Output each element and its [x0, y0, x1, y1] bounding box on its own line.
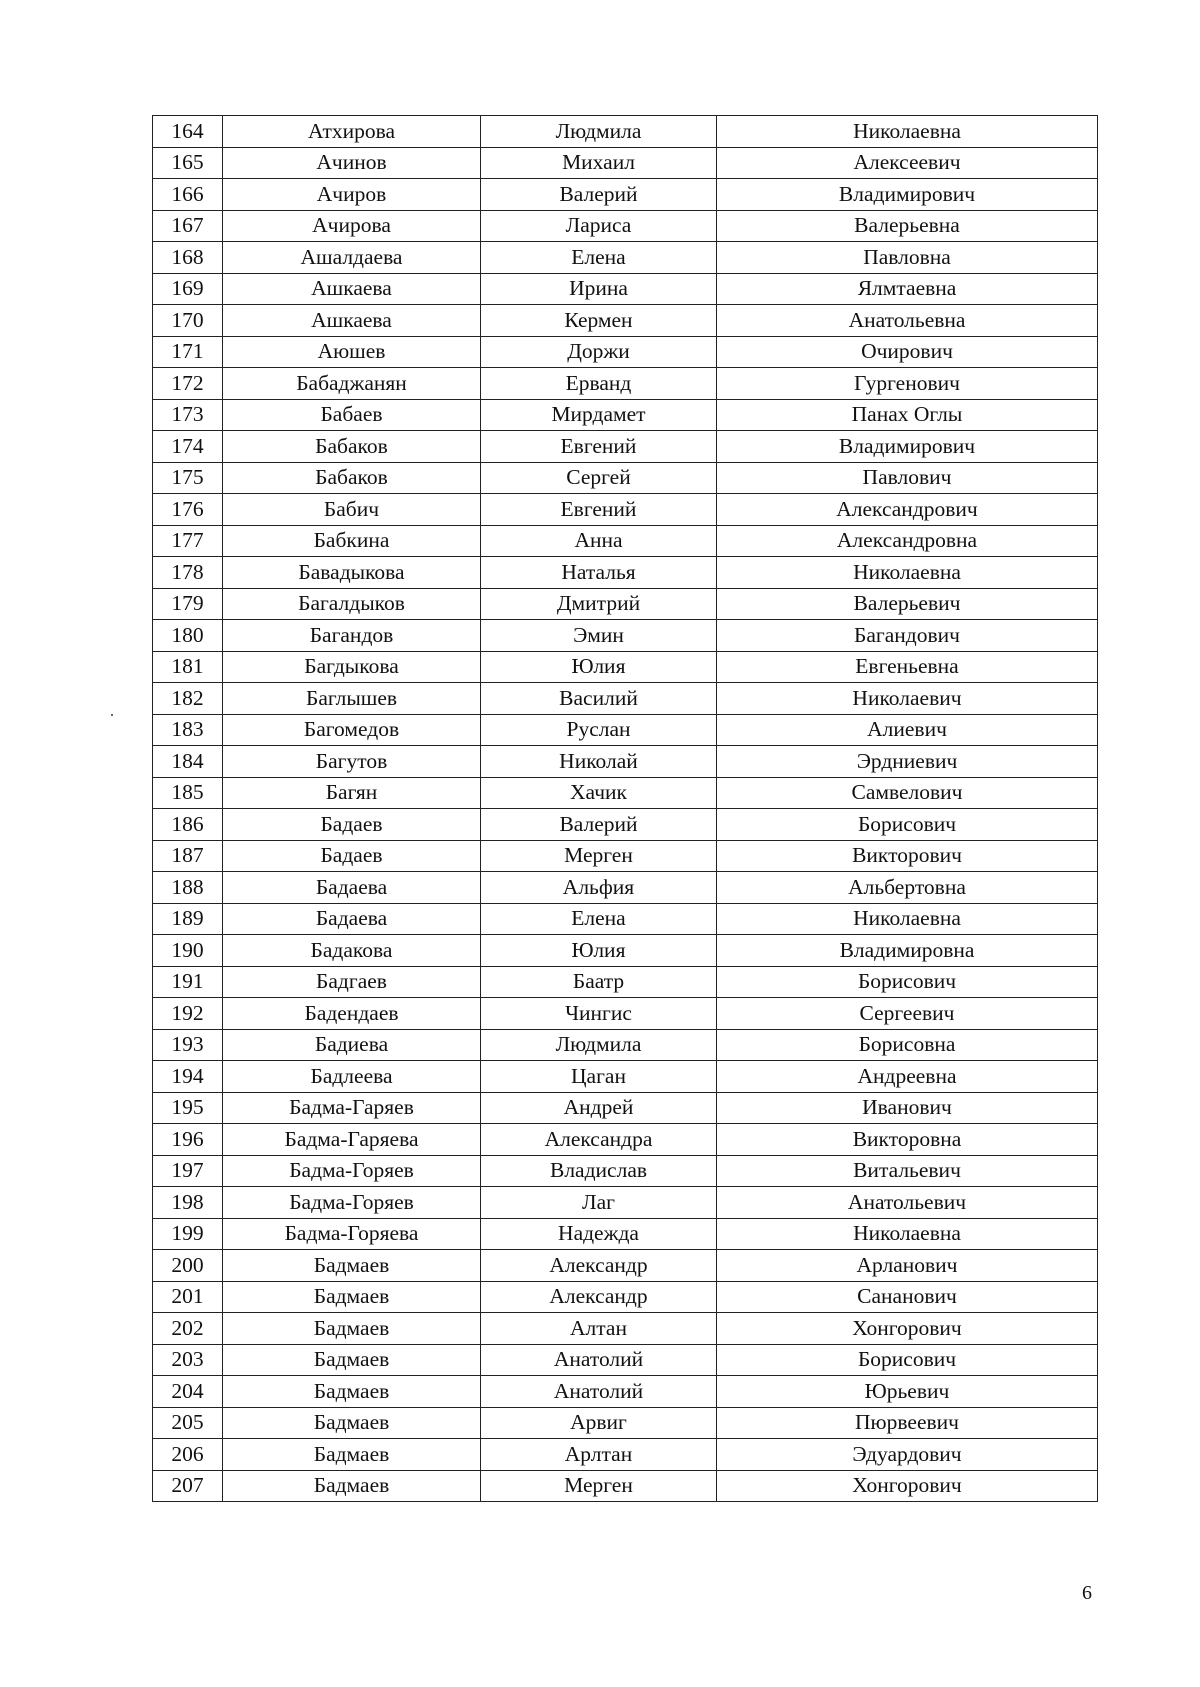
table-row — [153, 998, 1098, 1030]
row-number-cell: 206 — [153, 1439, 223, 1471]
row-number-cell: 169 — [153, 273, 223, 305]
surname-cell: Бадаев — [223, 809, 481, 841]
first-name-cell: Доржи — [481, 336, 717, 368]
surname-cell: Ачиров — [223, 179, 481, 211]
first-name-cell: Лариса — [481, 210, 717, 242]
row-number-cell: 186 — [153, 809, 223, 841]
patronymic-cell: Николаевна — [717, 557, 1098, 589]
surname-cell: Бабич — [223, 494, 481, 526]
surname-cell: Бадмаев — [223, 1439, 481, 1471]
row-number-cell: 194 — [153, 1061, 223, 1093]
first-name-cell: Ерванд — [481, 368, 717, 400]
surname-cell: Бадаева — [223, 872, 481, 904]
patronymic-cell: Алиевич — [717, 714, 1098, 746]
table-row — [153, 305, 1098, 337]
first-name-cell: Евгений — [481, 494, 717, 526]
surname-cell: Бабаков — [223, 431, 481, 463]
first-name-cell: Людмила — [481, 1029, 717, 1061]
row-number-cell: 177 — [153, 525, 223, 557]
table-row — [153, 840, 1098, 872]
patronymic-cell: Самвелович — [717, 777, 1098, 809]
patronymic-cell: Александровна — [717, 525, 1098, 557]
table-row — [153, 651, 1098, 683]
surname-cell: Бабкина — [223, 525, 481, 557]
row-number-cell: 178 — [153, 557, 223, 589]
table-row — [153, 147, 1098, 179]
first-name-cell: Цаган — [481, 1061, 717, 1093]
patronymic-cell: Альбертовна — [717, 872, 1098, 904]
first-name-cell: Елена — [481, 242, 717, 274]
surname-cell: Бадмаев — [223, 1281, 481, 1313]
table-row — [153, 1439, 1098, 1471]
patronymic-cell: Валерьевич — [717, 588, 1098, 620]
row-number-cell: 201 — [153, 1281, 223, 1313]
surname-cell: Бадмаев — [223, 1250, 481, 1282]
table-row — [153, 210, 1098, 242]
table-row — [153, 1218, 1098, 1250]
surname-cell: Атхирова — [223, 116, 481, 148]
row-number-cell: 189 — [153, 903, 223, 935]
row-number-cell: 195 — [153, 1092, 223, 1124]
table-row — [153, 1470, 1098, 1502]
row-number-cell: 183 — [153, 714, 223, 746]
row-number-cell: 205 — [153, 1407, 223, 1439]
patronymic-cell: Ялмтаевна — [717, 273, 1098, 305]
patronymic-cell: Борисович — [717, 1344, 1098, 1376]
surname-cell: Бадма-Гаряев — [223, 1092, 481, 1124]
row-number-cell: 167 — [153, 210, 223, 242]
first-name-cell: Альфия — [481, 872, 717, 904]
patronymic-cell: Анатольевна — [717, 305, 1098, 337]
surname-cell: Бадмаев — [223, 1407, 481, 1439]
patronymic-cell: Николаевна — [717, 116, 1098, 148]
row-number-cell: 175 — [153, 462, 223, 494]
first-name-cell: Николай — [481, 746, 717, 778]
patronymic-cell: Арланович — [717, 1250, 1098, 1282]
page-number: 6 — [1082, 1582, 1092, 1604]
table-row — [153, 1092, 1098, 1124]
table-row — [153, 525, 1098, 557]
surname-cell: Бадгаев — [223, 966, 481, 998]
table-row — [153, 368, 1098, 400]
surname-cell: Багандов — [223, 620, 481, 652]
first-name-cell: Василий — [481, 683, 717, 715]
patronymic-cell: Витальевич — [717, 1155, 1098, 1187]
patronymic-cell: Борисович — [717, 809, 1098, 841]
first-name-cell: Анатолий — [481, 1376, 717, 1408]
patronymic-cell: Владимирович — [717, 431, 1098, 463]
row-number-cell: 202 — [153, 1313, 223, 1345]
surname-cell: Ачирова — [223, 210, 481, 242]
row-number-cell: 200 — [153, 1250, 223, 1282]
surname-cell: Багалдыков — [223, 588, 481, 620]
surname-cell: Бадакова — [223, 935, 481, 967]
row-number-cell: 197 — [153, 1155, 223, 1187]
row-number-cell: 166 — [153, 179, 223, 211]
first-name-cell: Баатр — [481, 966, 717, 998]
table-row — [153, 273, 1098, 305]
first-name-cell: Хачик — [481, 777, 717, 809]
first-name-cell: Юлия — [481, 935, 717, 967]
first-name-cell: Арвиг — [481, 1407, 717, 1439]
surname-cell: Бадаева — [223, 903, 481, 935]
patronymic-cell: Иванович — [717, 1092, 1098, 1124]
surname-cell: Ачинов — [223, 147, 481, 179]
table-row — [153, 1061, 1098, 1093]
table-row — [153, 714, 1098, 746]
first-name-cell: Александра — [481, 1124, 717, 1156]
surname-cell: Бадмаев — [223, 1376, 481, 1408]
first-name-cell: Дмитрий — [481, 588, 717, 620]
row-number-cell: 190 — [153, 935, 223, 967]
patronymic-cell: Борисович — [717, 966, 1098, 998]
surname-cell: Бабаджанян — [223, 368, 481, 400]
table-row — [153, 903, 1098, 935]
table-row — [153, 1344, 1098, 1376]
first-name-cell: Анатолий — [481, 1344, 717, 1376]
table-row — [153, 116, 1098, 148]
table-row — [153, 1155, 1098, 1187]
surname-cell: Баглышев — [223, 683, 481, 715]
patronymic-cell: Юрьевич — [717, 1376, 1098, 1408]
table-row — [153, 1124, 1098, 1156]
table-row — [153, 935, 1098, 967]
row-number-cell: 176 — [153, 494, 223, 526]
table-row — [153, 494, 1098, 526]
table-row — [153, 336, 1098, 368]
surname-cell: Бадма-Горяева — [223, 1218, 481, 1250]
first-name-cell: Мерген — [481, 840, 717, 872]
table-row — [153, 683, 1098, 715]
first-name-cell: Чингис — [481, 998, 717, 1030]
patronymic-cell: Сергеевич — [717, 998, 1098, 1030]
patronymic-cell: Викторович — [717, 840, 1098, 872]
scan-speck — [111, 714, 113, 716]
surname-cell: Багомедов — [223, 714, 481, 746]
patronymic-cell: Николаевна — [717, 1218, 1098, 1250]
row-number-cell: 184 — [153, 746, 223, 778]
row-number-cell: 165 — [153, 147, 223, 179]
table-row — [153, 620, 1098, 652]
row-number-cell: 180 — [153, 620, 223, 652]
row-number-cell: 199 — [153, 1218, 223, 1250]
surname-cell: Багутов — [223, 746, 481, 778]
surname-cell: Бадмаев — [223, 1344, 481, 1376]
surname-cell: Бадмаев — [223, 1470, 481, 1502]
first-name-cell: Анна — [481, 525, 717, 557]
surname-cell: Бабаков — [223, 462, 481, 494]
surname-cell: Ашалдаева — [223, 242, 481, 274]
patronymic-cell: Алексеевич — [717, 147, 1098, 179]
patronymic-cell: Викторовна — [717, 1124, 1098, 1156]
surname-cell: Бадиева — [223, 1029, 481, 1061]
table-row — [153, 1187, 1098, 1219]
table-row — [153, 1281, 1098, 1313]
row-number-cell: 174 — [153, 431, 223, 463]
table-row — [153, 588, 1098, 620]
table-row — [153, 431, 1098, 463]
patronymic-cell: Пюрвеевич — [717, 1407, 1098, 1439]
surname-cell: Бавадыкова — [223, 557, 481, 589]
surname-cell: Ашкаева — [223, 305, 481, 337]
first-name-cell: Эмин — [481, 620, 717, 652]
surname-cell: Багдыкова — [223, 651, 481, 683]
patronymic-cell: Владимирович — [717, 179, 1098, 211]
surname-cell: Бадма-Гаряева — [223, 1124, 481, 1156]
row-number-cell: 179 — [153, 588, 223, 620]
patronymic-cell: Павлович — [717, 462, 1098, 494]
first-name-cell: Михаил — [481, 147, 717, 179]
patronymic-cell: Хонгорович — [717, 1470, 1098, 1502]
row-number-cell: 164 — [153, 116, 223, 148]
surname-cell: Багян — [223, 777, 481, 809]
first-name-cell: Юлия — [481, 651, 717, 683]
row-number-cell: 188 — [153, 872, 223, 904]
patronymic-cell: Панах Оглы — [717, 399, 1098, 431]
first-name-cell: Людмила — [481, 116, 717, 148]
first-name-cell: Мирдамет — [481, 399, 717, 431]
row-number-cell: 170 — [153, 305, 223, 337]
first-name-cell: Александр — [481, 1250, 717, 1282]
roster-table — [152, 115, 1098, 1502]
table-row — [153, 746, 1098, 778]
first-name-cell: Евгений — [481, 431, 717, 463]
row-number-cell: 181 — [153, 651, 223, 683]
first-name-cell: Руслан — [481, 714, 717, 746]
surname-cell: Бадлеева — [223, 1061, 481, 1093]
row-number-cell: 203 — [153, 1344, 223, 1376]
table-row — [153, 1376, 1098, 1408]
first-name-cell: Владислав — [481, 1155, 717, 1187]
surname-cell: Бадма-Горяев — [223, 1187, 481, 1219]
patronymic-cell: Валерьевна — [717, 210, 1098, 242]
patronymic-cell: Очирович — [717, 336, 1098, 368]
table-row — [153, 399, 1098, 431]
surname-cell: Бадаев — [223, 840, 481, 872]
patronymic-cell: Эдуардович — [717, 1439, 1098, 1471]
first-name-cell: Алтан — [481, 1313, 717, 1345]
row-number-cell: 192 — [153, 998, 223, 1030]
first-name-cell: Елена — [481, 903, 717, 935]
row-number-cell: 185 — [153, 777, 223, 809]
row-number-cell: 198 — [153, 1187, 223, 1219]
patronymic-cell: Сананович — [717, 1281, 1098, 1313]
patronymic-cell: Владимировна — [717, 935, 1098, 967]
patronymic-cell: Эрдниевич — [717, 746, 1098, 778]
patronymic-cell: Багандович — [717, 620, 1098, 652]
surname-cell: Бадмаев — [223, 1313, 481, 1345]
table-row — [153, 462, 1098, 494]
first-name-cell: Кермен — [481, 305, 717, 337]
row-number-cell: 168 — [153, 242, 223, 274]
patronymic-cell: Борисовна — [717, 1029, 1098, 1061]
patronymic-cell: Павловна — [717, 242, 1098, 274]
row-number-cell: 171 — [153, 336, 223, 368]
table-row — [153, 966, 1098, 998]
first-name-cell: Валерий — [481, 809, 717, 841]
row-number-cell: 204 — [153, 1376, 223, 1408]
surname-cell: Ашкаева — [223, 273, 481, 305]
row-number-cell: 172 — [153, 368, 223, 400]
table-row — [153, 809, 1098, 841]
row-number-cell: 196 — [153, 1124, 223, 1156]
roster-table-body — [153, 116, 1098, 1502]
table-row — [153, 872, 1098, 904]
row-number-cell: 191 — [153, 966, 223, 998]
patronymic-cell: Хонгорович — [717, 1313, 1098, 1345]
first-name-cell: Александр — [481, 1281, 717, 1313]
patronymic-cell: Николаевна — [717, 903, 1098, 935]
patronymic-cell: Александрович — [717, 494, 1098, 526]
row-number-cell: 193 — [153, 1029, 223, 1061]
table-row — [153, 179, 1098, 211]
first-name-cell: Сергей — [481, 462, 717, 494]
table-row — [153, 1029, 1098, 1061]
first-name-cell: Ирина — [481, 273, 717, 305]
table-row — [153, 777, 1098, 809]
surname-cell: Бабаев — [223, 399, 481, 431]
row-number-cell: 187 — [153, 840, 223, 872]
row-number-cell: 173 — [153, 399, 223, 431]
surname-cell: Бадма-Горяев — [223, 1155, 481, 1187]
first-name-cell: Надежда — [481, 1218, 717, 1250]
first-name-cell: Наталья — [481, 557, 717, 589]
patronymic-cell: Андреевна — [717, 1061, 1098, 1093]
surname-cell: Аюшев — [223, 336, 481, 368]
surname-cell: Бадендаев — [223, 998, 481, 1030]
first-name-cell: Лаг — [481, 1187, 717, 1219]
first-name-cell: Валерий — [481, 179, 717, 211]
table-row — [153, 242, 1098, 274]
patronymic-cell: Николаевич — [717, 683, 1098, 715]
patronymic-cell: Гургенович — [717, 368, 1098, 400]
row-number-cell: 207 — [153, 1470, 223, 1502]
first-name-cell: Андрей — [481, 1092, 717, 1124]
table-row — [153, 557, 1098, 589]
first-name-cell: Арлтан — [481, 1439, 717, 1471]
patronymic-cell: Анатольевич — [717, 1187, 1098, 1219]
table-row — [153, 1407, 1098, 1439]
first-name-cell: Мерген — [481, 1470, 717, 1502]
row-number-cell: 182 — [153, 683, 223, 715]
table-row — [153, 1313, 1098, 1345]
patronymic-cell: Евгеньевна — [717, 651, 1098, 683]
table-row — [153, 1250, 1098, 1282]
